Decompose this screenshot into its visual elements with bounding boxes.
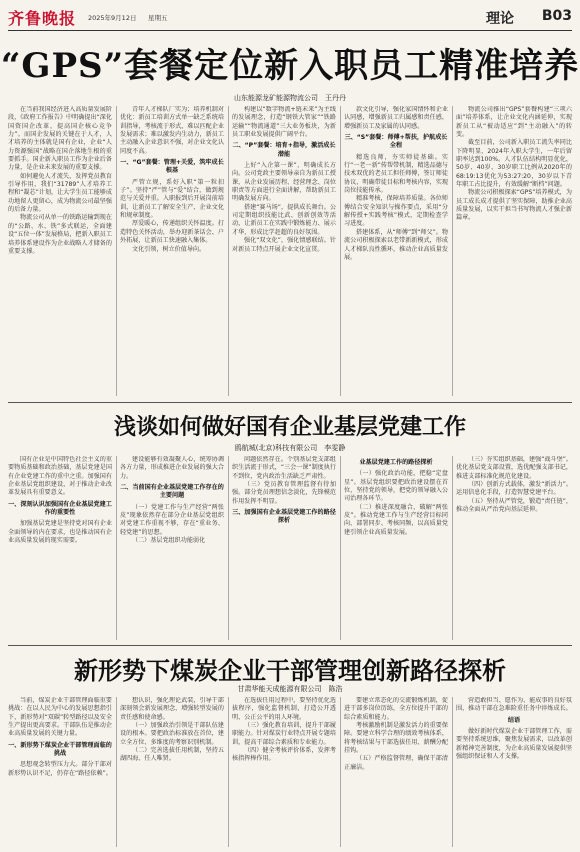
article1-col-3 [232,106,336,396]
paragraph: 要建立常态化的交流锻炼机制，促进干部多岗位历练，全方位提升干部的综合素质和能力。 [344,697,448,721]
paragraph: 如何避免人才流失，发挥党员教育引导作用，我们“31789”人才培养工程和“凝芯”计划，让大学生员工能够成功地留人更留心，成为物流公司最坚强的后备力量。 [8,172,112,214]
paragraph: （二）推进深度融合，破解“两张皮”。推动党建工作与生产经营目标同向、部署同步、考核同频，以高质量党建引领企业高质量发展。 [344,503,448,536]
paragraph: （一）强化政治功能，把稳“定盘星”。基层党组织要把政治建设摆在首位，坚持党的领导，把党的领导融入公司治理各环节。 [344,470,448,503]
paragraph: 精选良师，夯实师徒基础。实行“一老一新”传帮带机制，精选品德与技术双优的老员工担任师傅，签订师徒协议，明确带徒目标和考核内容，实现岗位技能传承。 [344,153,448,195]
article3-col-1 [8,697,112,847]
paragraph: 国有企业是中国特色社会主义的重要物质基础和政治基础，基层党建是国有企业党建工作的重中之重。加强国有企业基层党组织建设，对于推动企业改革发展具有重要意义。 [8,456,112,497]
paragraph: 做好新时代煤炭企业干部管理工作，需要坚持系统思维，聚焦发展需求，以改革创新精神完善制度，为企业高质量发展提供坚强组织保证和人才支撑。 [456,728,572,761]
article2-col-4 [344,456,448,640]
section-name: 理论 [486,11,514,27]
article1-col-1 [8,106,112,396]
article-separator [8,645,572,646]
column-divider [116,697,117,847]
paragraph: （二）完善选拔任用机制，坚持五湖四海、任人唯贤。 [120,747,224,763]
paragraph: 上好“入企第一课”，明确成长方向。公司党政主要领导亲自为新员工授课，从企业发展历程、经营理念、岗位职责等方面进行全面讲解，帮助新员工明确发展方向。 [232,162,336,203]
issue-weekday: 星期五 [148,14,168,22]
article2-col-2 [120,456,224,640]
paragraph: （五）严格监督管理，确保干部清正廉洁。 [344,755,448,771]
article-separator [8,402,572,403]
article1-byline: 山东能源龙矿能源物流公司 王丹丹 [234,94,346,102]
paragraph: 截至目前，公司新入职员工流失率同比下降明显，2024年入职大学生，一年后留职率达到100%。人才队伍结构明显优化，50岁、40岁、30岁职工比例从2020年的68:19:13优化为53:27:20，30岁以下青年职工占比提升，有效缓解“断档”问题。 [456,139,572,189]
article3-col-3 [232,697,336,847]
paragraph: 在当前我国经济进入高质量发展阶段，《政府工作报告》中明确提出“深化国资国企改革，提高国企核心竞争力”。而国企发展的关键在于人才，人才培养的主体就是国有企业，企业“人力资源强国”战略在国企落地生根的重要抓手。国企新入职员工作为企业后备力量，是企业未来发展的重要支撑。 [8,106,112,172]
paragraph: 想认识，强化理论武装，引导干部深刻领会新发展理念，增强转型发展的责任感和使命感。 [120,697,224,721]
article3-col-4 [344,697,448,847]
paragraph: （三）夯实组织基础，建强“战斗堡”。优化基层党支部设置，选优配强支部书记，推进支部标准化规范化建设。 [456,456,572,480]
paragraph: 精准考核，保障培养质量。各位师傅结合安全知识与操作要点，采用“分解传授+实践考核”模式，定期检查学习进度。 [344,195,448,228]
article1-col-5 [456,106,572,396]
column-divider [340,697,341,847]
subheading: 结语 [507,716,521,724]
article3-col-5 [456,697,572,847]
article2-col-3 [232,456,336,640]
paragraph: 搭建体系，从“师傅”到“师父”。物流公司积极探索以老带新新模式，形成人才梯队良性循环，推动企业高质量发展。 [344,228,448,261]
paragraph: 厚爱暖心，传递组织关怀温度。打造特色关怀活动，举办迎新茶话会、户外拓展，让新员工快速融入集体。 [120,220,224,245]
article3-byline: 甘肃华能天成能源有限公司 陈浩 [237,685,343,693]
paragraph: 搭建“赛马场”，提供成长舞台。公司定期组织技能比武、创新创效等活动，让新员工在实践中锻炼能力、展示才华，形成比学赶超的良好氛围。 [232,203,336,236]
paragraph: 物流公司从单一的铁路运输到现在的“公路、水、铁”多式联运，全面建设“五位一体”发展格局，把新入职员工培养体系建设作为企业战略人才储备的重要支撑。 [8,214,112,255]
paragraph: 营造敢担当、愿作为、能成事的良好氛围，推动干部在急难险重任务中淬炼成长。 [456,697,572,713]
paragraph: （一）加强政治引领是干部队伍建设的根本。要把政治标准放在首位，建立全方位、多维度的考察识别机制。 [120,722,224,746]
paragraph: 强化“双文化”，强化情感联结。针对新员工特点开展企业文化宣贯。 [232,237,336,253]
subheading: 三、加强国有企业基层党建工作的路径探析 [232,509,336,525]
page-number: B03 [541,8,572,24]
paragraph: 在选拔任用过程中，要坚持优化选拔程序，强化监督机制，打造公开透明、公正公平的用人环境。 [232,697,336,721]
column-divider [452,456,453,640]
column-divider [340,106,341,396]
subheading: 三、“S”套餐：师傅+帮扶，护航成长全程 [344,134,448,150]
paragraph: 问题依然存在。个别基层党支部组织生活流于形式，“三会一课”制度执行不到位，党内政治生活缺乏严肃性。 [232,456,336,480]
paragraph: 款文化引导，强化家国情怀和企业认同感，增强新员工归属感和责任感，增强新员工及家属的认同感。 [344,106,448,130]
paragraph: 当前，煤炭企业干部管理面临重要挑战：在以人民为中心的发展思想指引下，新形势对“双碳”转型路径以及安全生产提出更高要求。干部队伍是推动企业高质量发展的关键力量。 [8,697,112,738]
article3-title: 新形势下煤炭企业干部管理创新路径探析 [74,656,506,685]
paragraph: 文化引领，树立价值导向。 [132,245,206,253]
paragraph: （一）党建工作与生产经营“两张皮”现象依然存在部分企业基层党组织对党建工作重视不够，存在“重业务、轻党建”的思想。 [120,503,224,536]
article1-title: “GPS”套餐定位新入职员工精准培养 [0,46,580,86]
column-divider [116,106,117,396]
article1-col-2 [120,106,224,396]
article2-col-5 [456,456,572,640]
paragraph: （四）健全考核评价体系，发挥考核指挥棒作用。 [232,747,336,763]
paragraph: 建设能够有效凝聚人心，统筹协调各方力量，形成推进企业发展的强大合力。 [120,456,224,480]
subheading: 二、“P”套餐：培育+指导，激活成长潜能 [232,142,336,158]
paragraph: 构建以“数字物流+链未来”为主线的发展理念，打造“钢铁大管家”“铁路运输”“物流通道”三大业务板块，为新员工职业发展提供广阔平台。 [232,106,336,139]
paragraph: 加强基层党建是坚持党对国有企业全面领导的内在要求，也是推动国有企业高质量发展的现实需要。 [8,520,112,545]
subheading: 一、深刻认识加强国有企业基层党建工作的重要性 [8,500,112,517]
subheading: 业基层党建工作的路径探析 [359,459,433,466]
article1-col-4 [344,106,448,396]
subheading: 一、“G”套餐：管理+关爱，筑牢成长根基 [120,159,224,175]
issue-date: 2025年9月12日 [88,14,137,22]
subheading: 二、当前国有企业基层党建工作存在的主要问题 [120,484,224,500]
paragraph: （三）强化教育培训，提升干部履职能力。针对煤炭行业特点开展专题培训，提高干部综合素质和专业能力。 [232,722,336,746]
column-divider [116,456,117,640]
paragraph: 青年人才梯队厂实为；培养机制对优化：新员工培训方式单一缺乏系统培训指导，考核流于形式，难以匹配企业发展需求；难以激发内生动力，新员工主动融入企业意识不强，对企业文化认同度不高。 [120,106,224,155]
paragraph: 物流公司积极探索“GPS”培养模式，为员工成长成才提供了坚实保障，助推企业高质量发展，以实干担当书写物流人才强企新篇章。 [456,189,572,222]
column-divider [228,456,229,640]
newspaper-logo: 齐鲁晚报 [8,9,77,28]
paragraph: 物流公司推出“GPS”套餐构建“三项六面”培养体系，让企业文化内涵延伸，实现新员工从“被动适应”到“主动融入”的转变。 [456,106,572,139]
paragraph: 严管立规，系好入职“第一粒扣子”。坚持“严”管与“爱”结合，做到规范与关爱并重。入职报到后开展岗前培训，让新员工了解安全生产、企业文化和规章制度。 [120,178,224,220]
article2-col-1 [8,456,112,640]
paragraph: （二）基层党组织功能弱化 [132,537,206,545]
article3-col-2 [120,697,224,847]
paragraph: 思想观念转型压力大。部分干部对新形势认识不足，仍存在“路径依赖”。 [8,761,112,777]
article2-title: 浅谈如何做好国有企业基层党建工作 [113,414,466,440]
article2-byline: 鸥航城(北京)科技有限公司 李雯静 [234,444,346,452]
paragraph: （五）坚持从严管党，锻造“责任链”，推动全面从严治党向基层延伸。 [456,497,572,514]
paragraph: （三）党员教育管理监督有待加强。部分党员理想信念淡化，先锋模范作用发挥不明显。 [232,481,336,505]
column-divider [340,456,341,640]
column-divider [452,697,453,847]
column-divider [228,106,229,396]
column-divider [452,106,453,396]
subheading: 一、新形势下煤炭企业干部管理面临的挑战 [8,741,112,758]
column-divider [228,697,229,847]
paragraph: （四）创新方式载体，激发“新活力”。运用信息化手段，打造智慧党建平台。 [456,481,572,497]
masthead [8,4,572,31]
paragraph: 考核激励机制是激发活力的重要保障。要建立科学合理的绩效考核体系，将考核结果与干部选拔任用、薪酬分配挂钩。 [344,722,448,755]
